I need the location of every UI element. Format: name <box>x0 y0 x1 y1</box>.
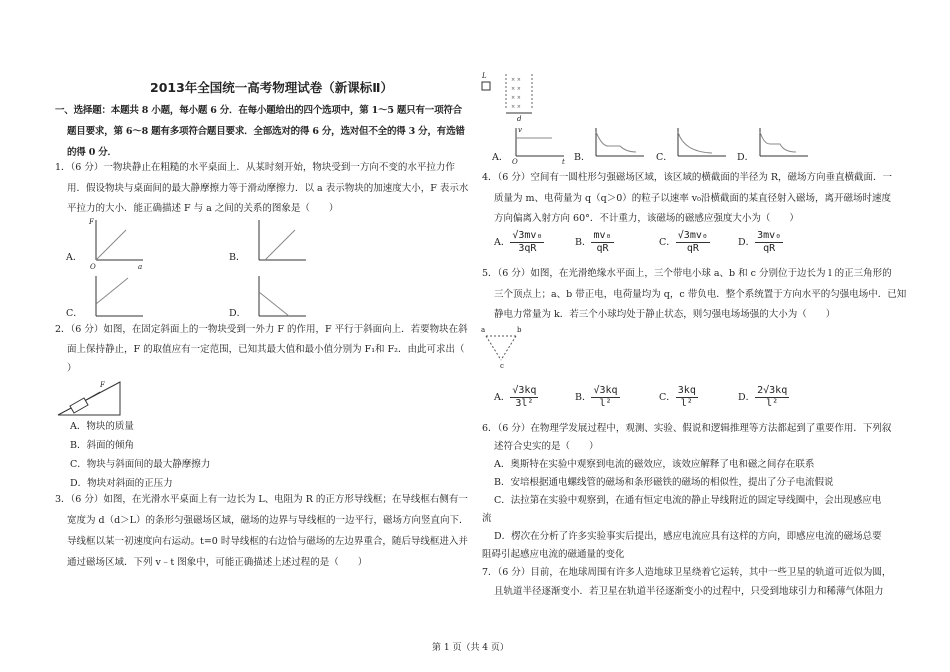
q3-figure-d-label: d <box>517 115 522 123</box>
charge-c-label: c <box>500 362 504 370</box>
numerator: 3mv₀ <box>757 230 782 241</box>
q4-line: 4．（6 分）空间有一圆柱形匀强磁场区域，该区域的横截面的半径为 R，磁场方向垂直横截面．一 <box>482 172 893 183</box>
option-label: B． <box>575 237 592 248</box>
svg-text:× ×: × × <box>511 77 521 83</box>
option-label: C． <box>659 237 676 248</box>
q4-line: 质量为 m、电荷量为 q（q＞0）的粒子以速率 v₀沿横截面的某直径射入磁场，离开磁场时速度 <box>494 193 891 204</box>
q3-line: 3．（6 分）如图，在光滑水平桌面上有一边长为 L、电阻为 R 的正方形导线框；在导线框右侧有一 <box>55 494 468 505</box>
option-label: D． <box>738 392 756 403</box>
q6-option-d-cont: 阻碍引起感应电流的磁通量的变化 <box>482 549 625 560</box>
q5-option-d[interactable] <box>738 385 789 410</box>
fraction <box>755 385 789 410</box>
q1-option-a[interactable]: A． <box>66 252 83 263</box>
option-label: A． <box>494 237 511 248</box>
q1-graph-c <box>88 274 148 320</box>
q5-line: 静电力常量为 k．若三个小球均处于静止状态，则匀强电场场强的大小为（ ） <box>494 309 836 320</box>
fraction <box>676 230 710 255</box>
q3-line: 导线框以某一初速度向右运动。t=0 时导线框的右边恰与磁场的左边界重合，随后导线框进入并 <box>67 536 468 547</box>
denominator: qR <box>686 243 699 254</box>
q1-line: 用．假设物块与桌面间的最大静摩擦力等于滑动摩擦力．以 a 表示物块的加速度大小，F 表示水 <box>67 183 469 194</box>
charge-a-label: a <box>481 326 486 334</box>
q4-option-b[interactable] <box>575 230 614 255</box>
q4-option-c[interactable] <box>659 230 710 255</box>
magnetic-field-figure <box>480 72 540 116</box>
option-label: D． <box>738 237 756 248</box>
q5-option-a[interactable] <box>494 385 538 410</box>
denominator: qR <box>763 243 776 254</box>
q1-line: 1．（6 分）一物块静止在粗糙的水平桌面上．从某时刻开始，物块受到一方向不变的水平拉力作 <box>55 162 455 173</box>
section-line: 题目要求，第 6～8 题有多项符合题目要求．全部选对的得 6 分，选对但不全的得 3 分，有选错 <box>67 126 465 137</box>
incline-force-label: F <box>100 381 105 389</box>
section-line: 的得 0 分． <box>67 147 117 158</box>
q1-line: 平拉力的大小．能正确描述 F 与 a 之间的关系的图象是（ ） <box>67 203 339 214</box>
q2-option-a[interactable]: A．物块的质量 <box>70 421 134 432</box>
numerator: 2√3kq <box>757 385 788 396</box>
q3-graph-b <box>592 126 647 160</box>
q2-option-d[interactable]: D．物块对斜面的正压力 <box>70 478 173 489</box>
q3-origin-label: O <box>512 158 518 166</box>
denominator: qR <box>596 243 609 254</box>
q4-option-d[interactable] <box>738 230 783 255</box>
q1-graph-b <box>251 218 311 264</box>
denominator: l² <box>680 398 693 409</box>
q7-line: 7．（6 分）目前，在地球周围有许多人造地球卫星绕着它运转，其中一些卫星的轨道可近似为圆， <box>482 567 892 578</box>
fraction <box>755 230 783 255</box>
q1-axis-y-label: F <box>89 218 94 226</box>
denominator: 3qR <box>518 243 537 254</box>
denominator: 3l² <box>515 398 534 409</box>
q1-option-b[interactable]: B． <box>229 252 246 263</box>
q2-line: 2．（6 分）如图，在固定斜面上的一物块受到一外力 F 的作用，F 平行于斜面向上．若要物块在斜 <box>55 324 468 335</box>
numerator: √3mv₀ <box>512 230 543 241</box>
numerator: √3mv₀ <box>677 230 708 241</box>
q3-option-d[interactable]: D． <box>737 152 755 163</box>
q4-line: 方向偏离入射方向 60°．不计重力，该磁场的磁感应强度大小为（ ） <box>494 213 799 224</box>
fraction <box>510 385 538 410</box>
q1-graph-d <box>251 274 311 320</box>
numerator: √3kq <box>512 385 537 396</box>
fraction <box>510 230 544 255</box>
q1-option-c[interactable]: C． <box>66 308 83 319</box>
q2-option-b[interactable]: B．斜面的倾角 <box>70 440 134 451</box>
section-line: 一、选择题：本题共 8 小题，每小题 6 分．在每小题给出的四个选项中，第 1～5 题只有一项符合 <box>55 105 462 116</box>
q3-figure-L-label: L <box>482 72 487 80</box>
q3-axis-x-label: t <box>562 158 565 166</box>
numerator: mv₀ <box>593 230 612 241</box>
q3-option-a[interactable]: A． <box>492 152 509 163</box>
option-label: C． <box>659 392 676 403</box>
q3-option-c[interactable]: C． <box>656 152 673 163</box>
incline-figure <box>56 380 126 418</box>
q6-option-d[interactable]: D．楞次在分析了许多实验事实后提出，感应电流应具有这样的方向，即感应电流的磁场总要 <box>494 531 882 542</box>
q5-option-b[interactable] <box>575 385 620 410</box>
q3-option-b[interactable]: B． <box>574 152 591 163</box>
q5-line: 5．（6 分）如图，在光滑绝缘水平面上，三个带电小球 a、b 和 c 分别位于边长为 l 的正三角形的 <box>482 268 892 279</box>
svg-text:× ×: × × <box>511 95 521 101</box>
q2-option-c[interactable]: C．物块与斜面间的最大静摩擦力 <box>70 459 211 470</box>
denominator: l² <box>766 398 779 409</box>
q2-line: ） <box>67 363 77 374</box>
numerator: 3kq <box>677 385 696 396</box>
q4-option-a[interactable] <box>494 230 544 255</box>
page-footer: 第 1 页（共 4 页） <box>432 643 509 653</box>
q1-origin-label: O <box>90 263 96 271</box>
q5-option-c[interactable] <box>659 385 698 410</box>
option-label: A． <box>494 392 511 403</box>
svg-text:× ×: × × <box>511 104 521 110</box>
charge-b-label: b <box>517 326 522 334</box>
q6-option-a[interactable]: A．奥斯特在实验中观察到电流的磁效应，该效应解释了电和磁之间存在联系 <box>494 459 815 470</box>
q1-option-d[interactable]: D． <box>229 308 247 319</box>
fraction <box>676 385 698 410</box>
fraction <box>591 230 613 255</box>
numerator: √3kq <box>593 385 618 396</box>
q6-option-c[interactable]: C．法拉第在实验中观察到，在通有恒定电流的静止导线附近的固定导线圈中，会出现感应电 <box>494 495 882 506</box>
q3-line: 通过磁场区域．下列 v﹣t 图象中，可能正确描述上述过程的是（ ） <box>67 557 368 568</box>
q6-option-b[interactable]: B．安培根据通电螺线管的磁场和条形磁铁的磁场的相似性，提出了分子电流假说 <box>494 477 834 488</box>
fraction <box>591 385 619 410</box>
q3-axis-y-label: v <box>518 126 522 134</box>
q7-line: 且轨道半径逐渐变小．若卫星在轨道半径逐渐变小的过程中，只受到地球引力和稀薄气体阻力 <box>494 586 884 597</box>
q6-line: 6．（6 分）在物理学发展过程中，观测、实验、假说和逻辑推理等方法都起到了重要作用．下列叙 <box>482 423 892 434</box>
q1-axis-x-label: a <box>138 263 143 271</box>
option-label: B． <box>575 392 592 403</box>
q6-line: 述符合史实的是（ ） <box>494 441 599 452</box>
page-title: 2013年全国统一高考物理试卷（新课标Ⅱ） <box>150 80 394 95</box>
denominator: l² <box>599 398 612 409</box>
q3-graph-c <box>674 126 729 160</box>
q1-graph-a <box>88 218 148 264</box>
q6-option-c-cont: 流 <box>482 513 492 524</box>
q3-line: 宽度为 d（d＞L）的条形匀强磁场区域，磁场的边界与导线框的一边平行，磁场方向竖直向下． <box>67 515 469 526</box>
q3-graph-d <box>756 126 811 160</box>
q5-line: 三个顶点上；a、b 带正电，电荷量均为 q，c 带负电．整个系统置于方向水平的匀强电场中．已知 <box>494 289 907 300</box>
q2-line: 面上保持静止，F 的取值应有一定范围，已知其最大值和最小值分别为 F₁和 F₂．由此可求出（ <box>67 344 465 355</box>
svg-text:× ×: × × <box>511 86 521 92</box>
